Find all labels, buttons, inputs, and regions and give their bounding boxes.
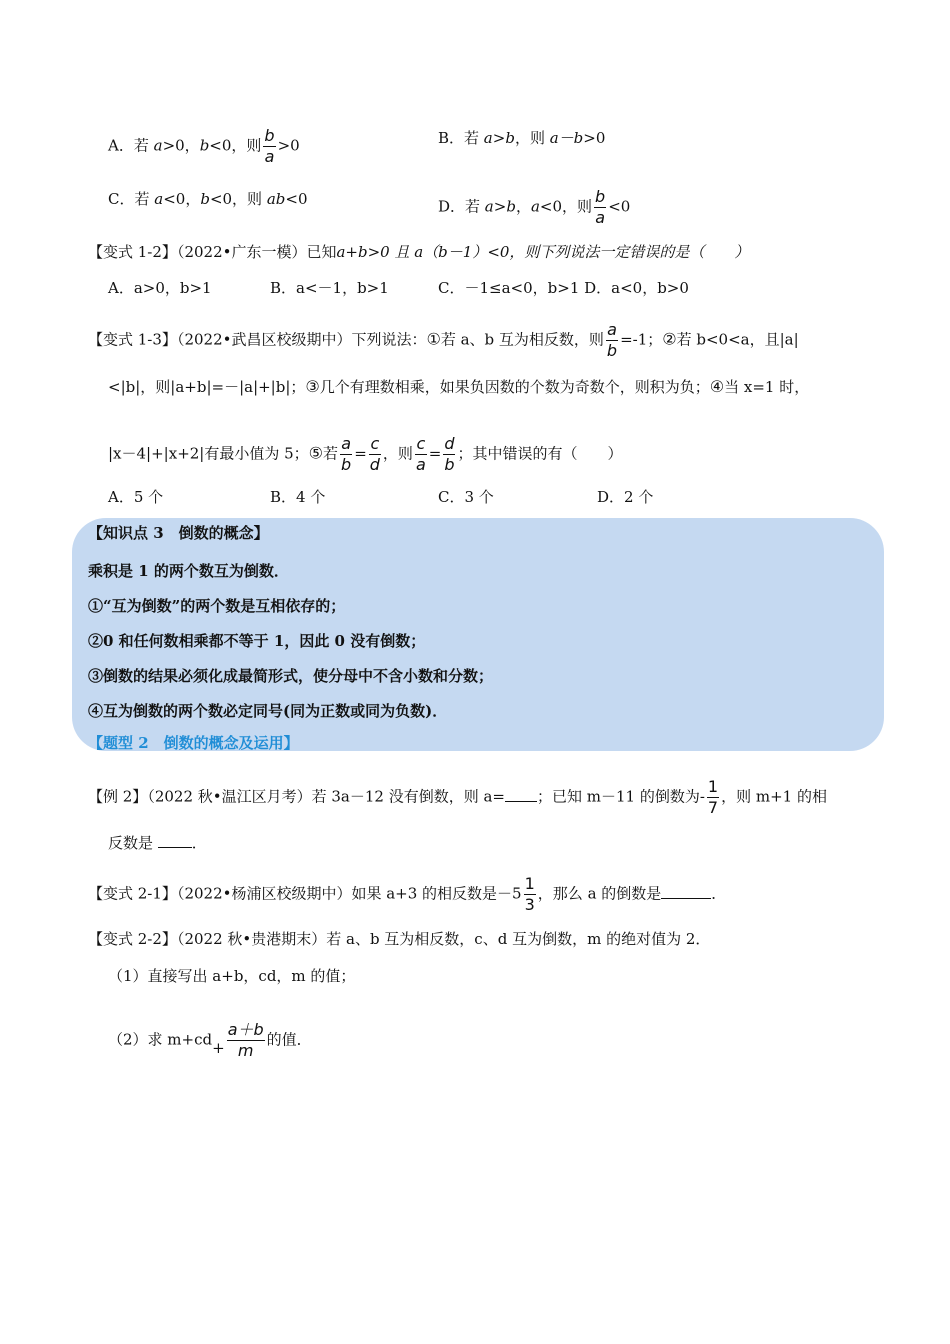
option-d: D．若 a>b，a<0，则 $\frac{b}{a}$ <0	[438, 187, 631, 227]
fraction: $\frac{b}{a}$	[264, 126, 275, 166]
v12-option-c: C．－1≤a<0，b>1 D．a<0，b>0	[438, 279, 689, 297]
answer-blank[interactable]	[661, 884, 711, 899]
option-c: C．若 a<0，b<0，则 ab<0	[108, 190, 308, 208]
variant-1-3-line2: <|b|，则|a+b|=－|a|+|b|；③几个有理数相乘，如果负因数的个数为奇数个，则积为负；④当 x=1 时，	[108, 377, 810, 396]
answer-blank[interactable]	[158, 833, 192, 848]
knowledge-line: ②0 和任何数相乘都不等于 1，因此 0 没有倒数；	[88, 632, 426, 650]
variant-2-2-q1: （1）直接写出 a+b，cd，m 的值；	[108, 967, 356, 985]
fraction: $\frac{1}{3}$	[524, 874, 535, 914]
variant-1-3-line3: |x－4|+|x+2|有最小值为 5；⑤若 $\frac{a}{b}$ = $\frac{c}{d}$ ，则 $\frac{c}{a}$ = $\frac{d}{b}$ ；其中错误的有（ ）	[108, 434, 623, 474]
variant-1-3-line1: 【变式 1-3】（2022•武昌区校级期中）下列说法：①若 a、b 互为相反数，则 $\frac{a}{b}$ =-1；②若 b<0<a，且|a|	[88, 320, 799, 360]
variant-label: 【变式 2-1】	[88, 884, 177, 903]
v13-option-b: B．4 个	[270, 488, 326, 506]
knowledge-title: 【知识点 3 倒数的概念】	[88, 524, 269, 542]
v13-option-c: C．3 个	[438, 488, 494, 506]
answer-blank[interactable]	[505, 787, 537, 802]
example-2-line1: 【例 2】（2022 秋•温江区月考）若 3a－12 没有倒数，则 a= ；已知 m－11 的倒数为- $\frac{1}{7}$ ，则 m+1 的相	[88, 777, 827, 817]
fraction: $\frac{1}{7}$	[707, 777, 719, 817]
variant-1-2: 【变式 1-2】（2022•广东一模）已知a+b>0 且 a（b－1）<0，则下列说法一定错误的是（ ）	[88, 243, 750, 261]
v12-option-b: B．a<－1，b>1	[270, 279, 389, 297]
variant-label: 【变式 1-2】	[88, 243, 177, 261]
fraction: $\frac{a}{b}$	[341, 434, 352, 474]
option-a: A．若 a>0，b<0，则 $\frac{b}{a}$ >0	[108, 126, 300, 166]
knowledge-line: 乘积是 1 的两个数互为倒数．	[88, 562, 289, 580]
example-label: 【例 2】	[88, 787, 148, 806]
example-2-line2: 反数是 ．	[108, 834, 207, 852]
variant-2-2-q2: （2）求 m+cd+ $\frac{a+b}{m}$ 的值．	[108, 1020, 312, 1060]
v12-option-a: A．a>0，b>1	[108, 279, 212, 297]
fraction: $\frac{d}{b}$	[444, 434, 455, 474]
variant-2-2: 【变式 2-2】（2022 秋•贵港期末）若 a、b 互为相反数，c、d 互为倒数，m 的绝对值为 2．	[88, 930, 711, 948]
variant-2-1: 【变式 2-1】（2022•杨浦区校级期中）如果 a+3 的相反数是－5 $\frac{1}{3}$ ，那么 a 的倒数是 ．	[88, 874, 727, 914]
v13-option-a: A．5 个	[108, 488, 164, 506]
fraction: $\frac{a+b}{m}$	[227, 1020, 264, 1060]
fraction: $\frac{b}{a}$	[595, 187, 606, 227]
v13-option-d: D．2 个	[597, 488, 654, 506]
fraction: $\frac{c}{a}$	[415, 434, 426, 474]
knowledge-line: ④互为倒数的两个数必定同号(同为正数或同为负数)．	[88, 702, 448, 720]
knowledge-line: ③倒数的结果必须化成最简形式，使分母中不含小数和分数；	[88, 667, 494, 685]
variant-label: 【变式 1-3】	[88, 330, 177, 349]
option-b: B．若 a>b，则 a－b>0	[438, 129, 606, 147]
fraction: $\frac{a}{b}$	[606, 320, 618, 360]
fraction: $\frac{c}{d}$	[369, 434, 380, 474]
section-heading: 【题型 2 倒数的概念及运用】	[88, 734, 299, 752]
variant-label: 【变式 2-2】	[88, 930, 177, 948]
knowledge-line: ①“互为倒数”的两个数是互相依存的；	[88, 597, 346, 615]
